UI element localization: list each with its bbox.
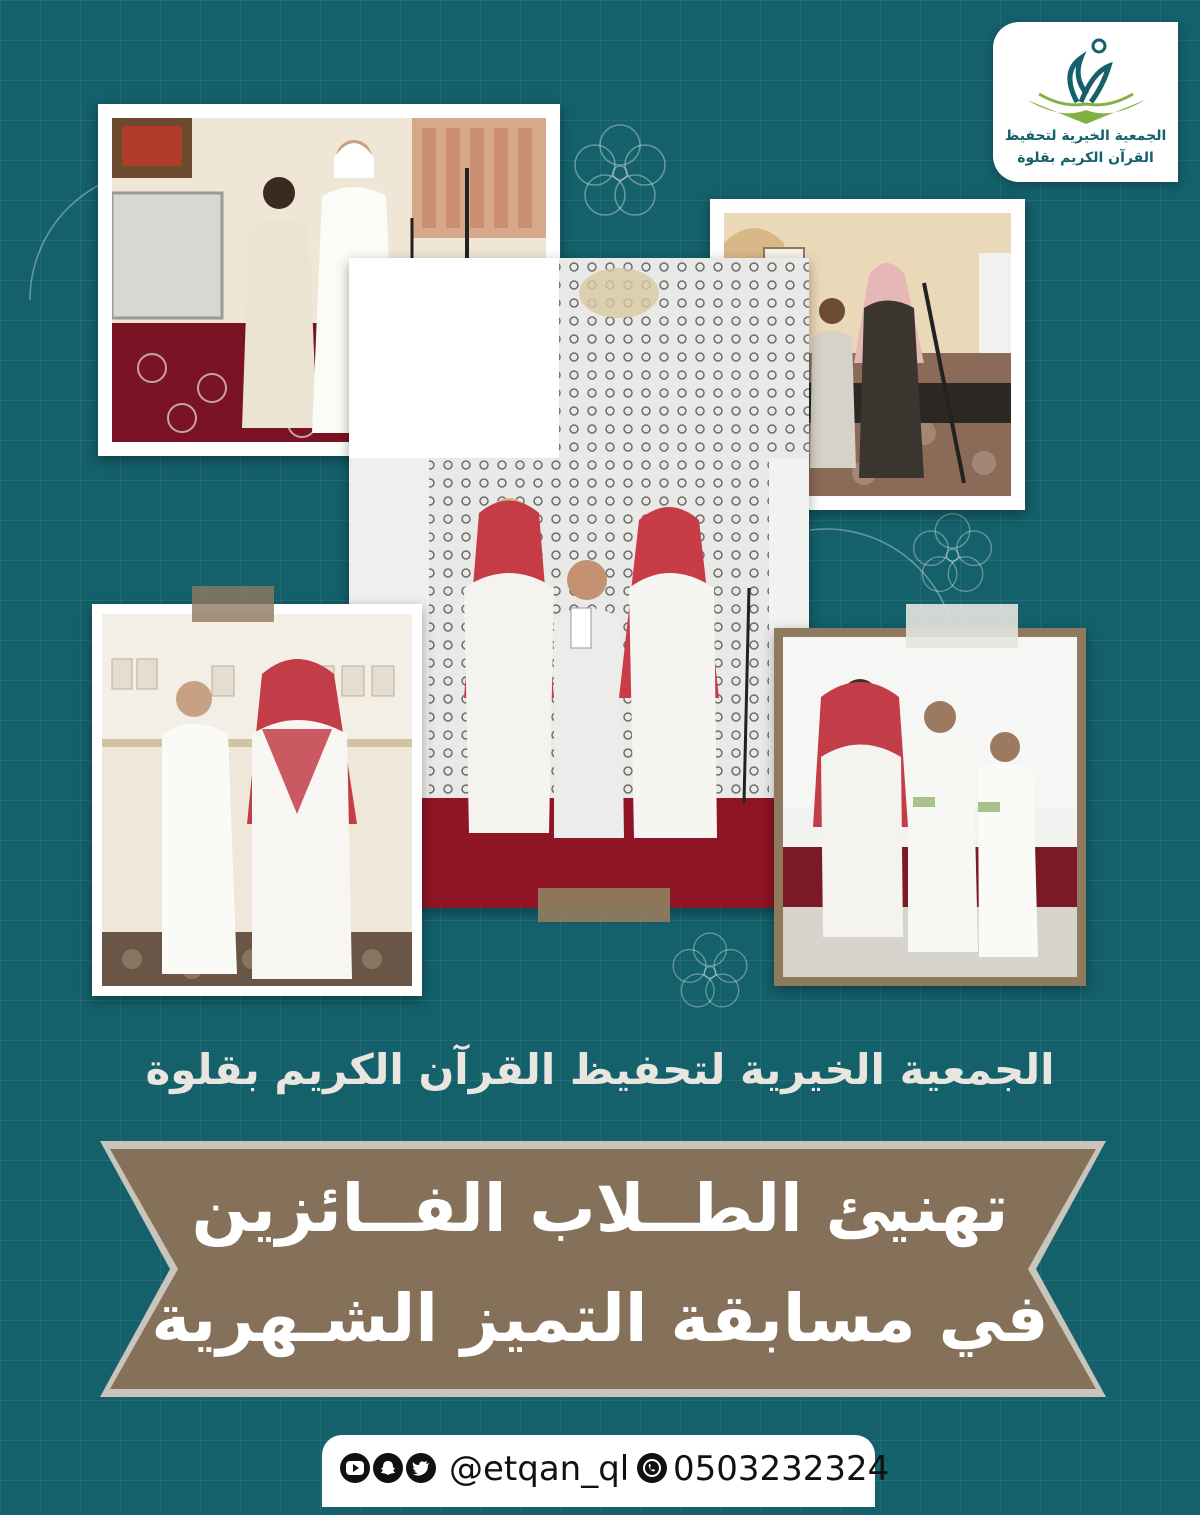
- logo-name-line1: الجمعية الخيرية لتحفيظ: [1004, 128, 1167, 144]
- photo-scene: [783, 637, 1077, 977]
- tape-strip: [192, 586, 274, 622]
- organization-subtitle: الجمعية الخيرية لتحفيظ القرآن الكريم بقلوة: [145, 1045, 1055, 1094]
- twitter-icon[interactable]: [406, 1453, 436, 1483]
- youtube-icon[interactable]: [340, 1453, 370, 1483]
- logo-name-line2: القرآن الكريم بقلوة: [1017, 150, 1154, 166]
- headline-line-2: في مسابقة التميز الشـهرية: [151, 1280, 1049, 1357]
- contact-bar: [322, 1435, 890, 1507]
- whatsapp-icon[interactable]: [637, 1453, 667, 1483]
- photo-scene: [102, 614, 412, 986]
- tape-strip: [906, 604, 1018, 648]
- logo-emblem-icon: [1021, 32, 1151, 127]
- headline-line-1: تهنيئ الطــلاب الفــائزين: [191, 1170, 1009, 1247]
- award-photo-4: [92, 604, 422, 996]
- flower-outline-decoration: [565, 115, 675, 225]
- logo-card: [993, 22, 1178, 182]
- social-icons: [340, 1453, 436, 1489]
- award-photo-5: [774, 628, 1086, 986]
- snapchat-icon[interactable]: [373, 1453, 403, 1483]
- social-handle[interactable]: @etqan_ql: [449, 1449, 630, 1489]
- flower-outline-decoration: [665, 925, 755, 1015]
- tape-strip: [538, 888, 670, 922]
- phone-number[interactable]: 0503232324: [673, 1449, 890, 1489]
